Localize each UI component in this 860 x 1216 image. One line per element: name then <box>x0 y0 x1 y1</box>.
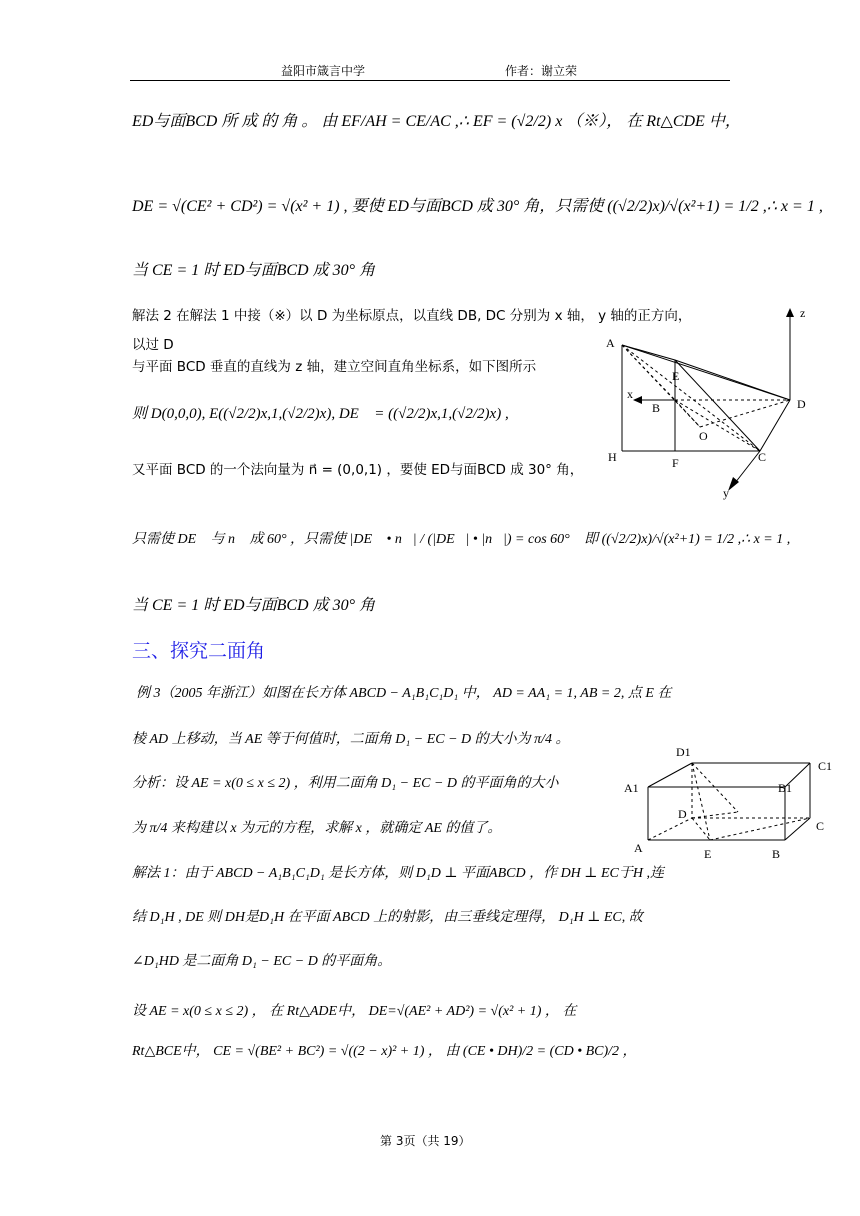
label-D-2: D <box>678 807 687 821</box>
label-E: E <box>672 369 680 383</box>
page-footer: 第 3页（共 19） <box>380 1134 471 1148</box>
label-D: D <box>797 397 806 411</box>
example-line-4: 为 π/4 来构建以 x 为元的方程，求解 x ，就确定 AE 的值了。 <box>132 821 502 836</box>
label-E-2: E <box>704 847 712 861</box>
example-line-1: 例 3（2005 年浙江）如图在长方体 ABCD − A₁B₁C₁D₁ 中， AD = AA₁ = 1, AB = 2, 点 E 在 <box>136 686 672 701</box>
text-line-7: 则 D(0,0,0), E((√2/2)x,1,(√2/2)x), DE⃗ = ((√2/2)x,1,(√2/2)x) , <box>132 406 509 422</box>
label-D1: D1 <box>676 745 691 759</box>
label-B-2: B <box>772 847 781 861</box>
label-A-2: A <box>634 841 643 855</box>
label-C1: C1 <box>818 759 833 773</box>
section-title: 三、探究二面角 <box>132 640 266 662</box>
header-school: 益阳市箴言中学 <box>281 64 366 78</box>
header-author: 作者：谢立荣 <box>505 64 578 78</box>
label-x: x <box>627 387 633 401</box>
text-line-4: 解法 2 在解法 1 中接（※）以 D 为坐标原点，以直线 DB, DC 分别为 x 轴， y 轴的正方向， <box>132 308 692 324</box>
text-line-8: 又平面 BCD 的一个法向量为 n⃗ = (0,0,1) ，要使 ED与面BCD 成 30° 角， <box>132 462 584 478</box>
label-A: A <box>606 336 615 350</box>
label-y: y <box>723 486 729 500</box>
coordinate-figure <box>600 305 820 505</box>
example-line-3: 分析：设 AE = x(0 ≤ x ≤ 2) ，利用二面角 D₁ − EC − D 的平面角的大小 <box>132 776 559 791</box>
label-O: O <box>699 429 708 443</box>
label-B1: B1 <box>778 781 793 795</box>
label-B: B <box>652 401 661 415</box>
text-line-6: 与平面 BCD 垂直的直线为 z 轴，建立空间直角坐标系，如下图所示 <box>132 359 537 375</box>
label-C-2: C <box>816 819 825 833</box>
example-line-6: 结 D₁H , DE 则 DH是D₁H 在平面 ABCD 上的射影，由三垂线定理得， D₁H ⊥ EC, 故 <box>132 910 643 925</box>
label-A1: A1 <box>624 781 639 795</box>
label-H: H <box>608 450 617 464</box>
example-line-5: 解法 1：由于 ABCD − A₁B₁C₁D₁ 是长方体，则 D₁D ⊥ 平面ABCD ，作 DH ⊥ EC于H ,连 <box>132 866 664 881</box>
text-line-5: 以过 D <box>132 337 174 353</box>
text-line-9: 只需使 DE⃗ 与 n⃗ 成 60° ，只需使 |DE⃗ • n⃗| / (|DE⃗| • |n⃗|) = cos 60° ，即 ((√2/2)x)/√(x²+1) = 1/2 ,∴ x = 1 , <box>132 532 791 547</box>
cuboid-figure <box>620 740 840 865</box>
example-line-7: ∠D₁HD 是二面角 D₁ − EC − D 的平面角。 <box>132 954 392 969</box>
label-F: F <box>672 456 679 470</box>
text-line-2: DE = √(CE² + CD²) = √(x² + 1) , 要使 ED与面BCD 成 30° 角，只需使 ((√2/2)x)/√(x²+1) = 1/2 ,∴ x = 1 , <box>132 198 823 215</box>
header-rule <box>130 80 730 81</box>
example-line-8: 设 AE = x(0 ≤ x ≤ 2) ， 在 Rt△ADE中， DE=√(AE² + AD²) = √(x² + 1) ， 在 <box>132 1004 577 1019</box>
example-line-2: 棱 AD 上移动，当 AE 等于何值时，二面角 D₁ − EC − D 的大小为 π/4 。 <box>132 732 570 747</box>
example-line-9: Rt△BCE中， CE = √(BE² + BC²) = √((2 − x)² + 1) ， 由 (CE • DH)/2 = (CD • BC)/2 ， <box>132 1044 637 1059</box>
text-line-10: 当 CE = 1 时 ED与面BCD 成 30° 角 <box>132 597 375 614</box>
text-line-3: 当 CE = 1 时 ED与面BCD 成 30° 角 <box>132 262 375 279</box>
label-z: z <box>800 306 806 320</box>
label-C: C <box>758 450 767 464</box>
text-line-1: ED与面BCD 所 成 的 角 。 由 EF/AH = CE/AC ,∴ EF = (√2/2) x （※）， 在 Rt△CDE 中， <box>132 113 741 130</box>
